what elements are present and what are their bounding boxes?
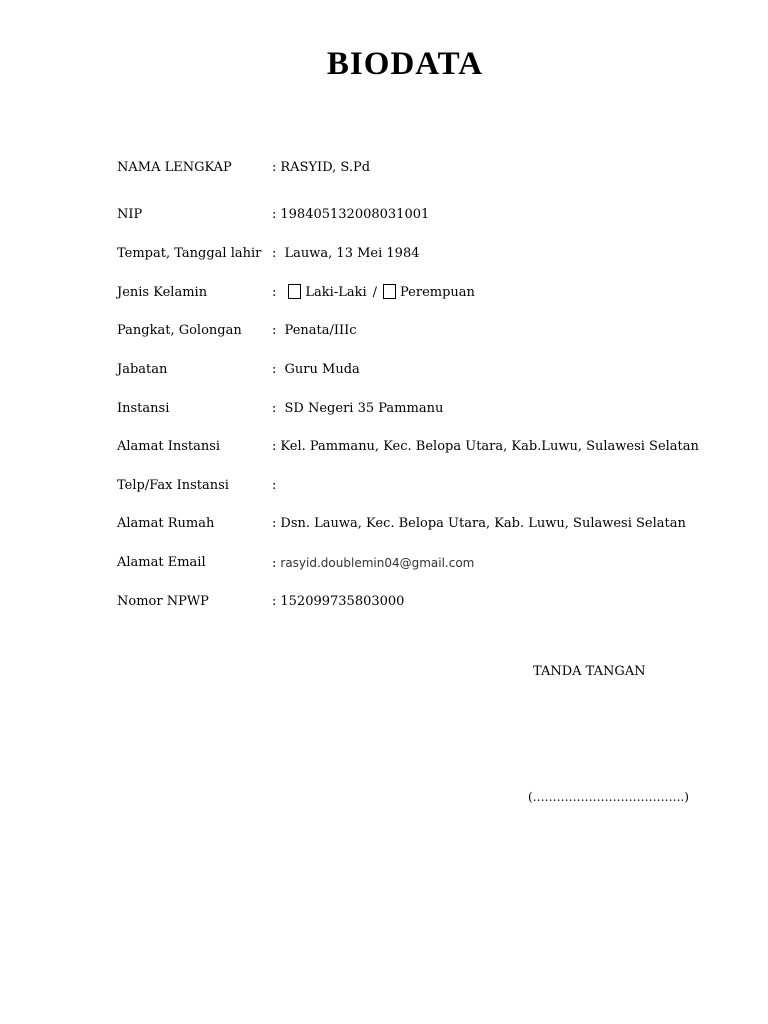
page-title: BIODATA (326, 46, 484, 82)
field-label: Alamat Email (117, 555, 206, 570)
alamat-rumah-value: Dsn. Lauwa, Kec. Belopa Utara, Kab. Luwu, Sulawesi Selatan (280, 516, 686, 531)
colon: : (272, 516, 277, 531)
instansi-value: SD Negeri 35 Pammanu (284, 401, 444, 416)
colon: : (272, 207, 277, 222)
field-value (272, 360, 360, 380)
npwp-value: 152099735803000 (280, 594, 405, 609)
field-value (272, 158, 370, 178)
field-label: Alamat Instansi (117, 439, 221, 454)
field-value (272, 244, 419, 264)
colon: : (272, 401, 277, 416)
nama-value: RASYID, S.Pd (280, 160, 371, 175)
colon: : (272, 556, 277, 571)
perempuan-checkbox[interactable] (383, 284, 396, 299)
colon: : (272, 246, 277, 261)
signature-line: (………………………………..) (528, 790, 689, 804)
field-value (272, 205, 429, 225)
colon: : (272, 478, 277, 493)
pangkat-value: Penata/IIIc (284, 323, 357, 338)
field-value (272, 399, 443, 419)
alamat-instansi-value: Kel. Pammanu, Kec. Belopa Utara, Kab.Luwu, Sulawesi Selatan (280, 439, 699, 454)
field-value (272, 553, 474, 574)
jabatan-value: Guru Muda (284, 362, 360, 377)
field-label: NAMA LENGKAP (117, 160, 232, 175)
field-label: Alamat Rumah (117, 516, 215, 531)
field-label: Jabatan (117, 362, 168, 377)
field-label: Pangkat, Golongan (117, 323, 242, 338)
field-label: Nomor NPWP (117, 594, 209, 609)
perempuan-label: Perempuan (400, 285, 475, 300)
field-value (272, 321, 357, 341)
field-label: Instansi (117, 401, 170, 416)
signature-label: TANDA TANGAN (533, 664, 646, 679)
field-value (272, 476, 280, 496)
colon: : (272, 362, 277, 377)
laki-laki-label: Laki-Laki (305, 285, 367, 300)
laki-laki-checkbox[interactable] (288, 284, 301, 299)
colon: : (272, 160, 277, 175)
field-value (272, 283, 475, 303)
email-value: rasyid.doublemin04@gmail.com (280, 556, 475, 570)
option-separator: / (372, 285, 378, 300)
colon: : (272, 323, 277, 338)
field-label: Tempat, Tanggal lahir (117, 246, 262, 261)
field-label: NIP (117, 207, 143, 222)
colon: : (272, 594, 277, 609)
field-value (272, 514, 686, 534)
field-value (272, 437, 699, 457)
colon: : (272, 285, 277, 300)
nip-value: 198405132008031001 (280, 207, 430, 222)
field-label: Jenis Kelamin (117, 285, 208, 300)
field-label: Telp/Fax Instansi (117, 478, 229, 493)
field-value (272, 592, 404, 612)
colon: : (272, 439, 277, 454)
ttl-value: Lauwa, 13 Mei 1984 (284, 246, 420, 261)
